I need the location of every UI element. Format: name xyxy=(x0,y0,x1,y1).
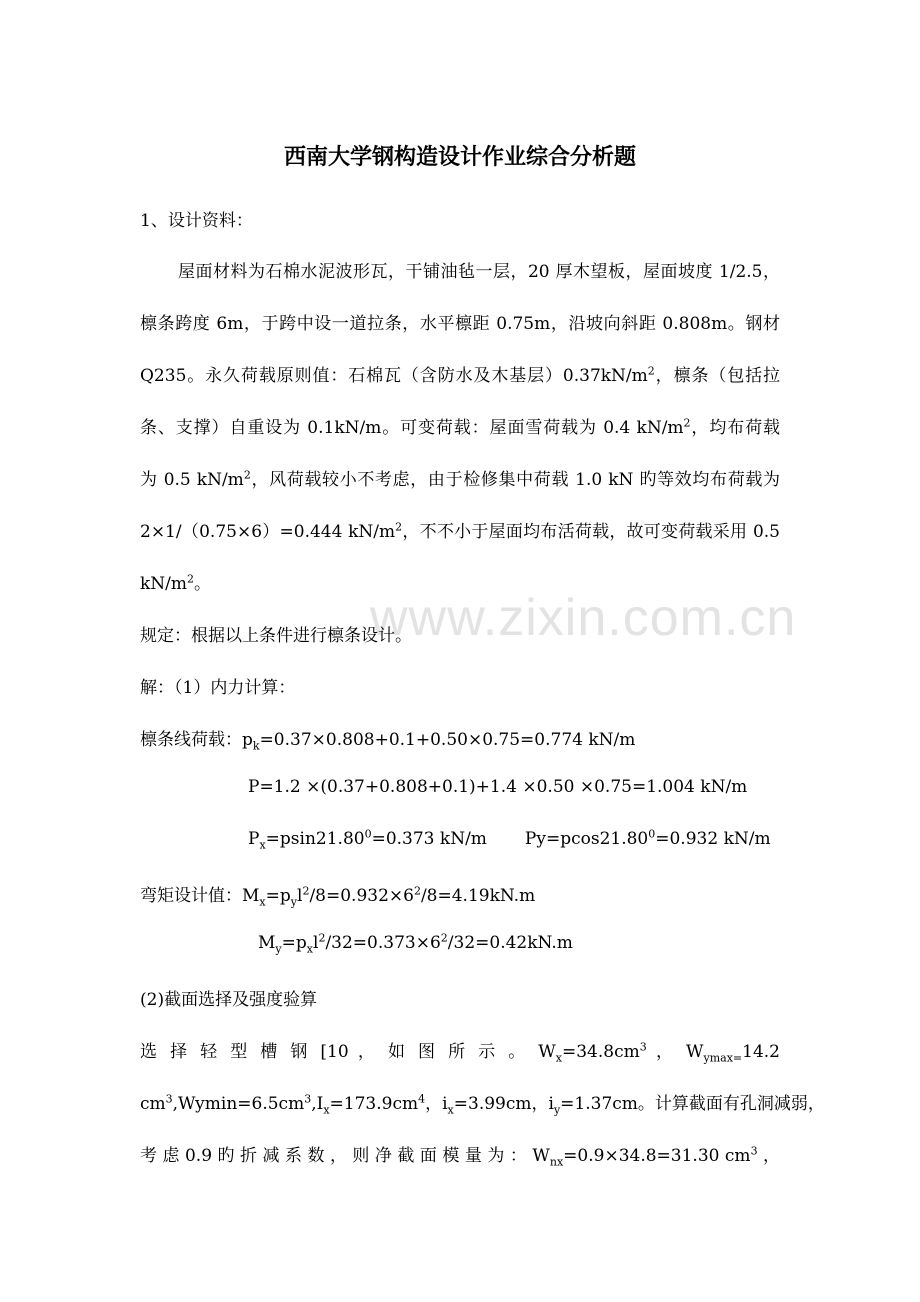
paragraph-line: Q235。永久荷载原则值：石棉瓦（含防水及木基层）$0.37kN/m^2$，檩条（包括拉 xyxy=(140,364,781,386)
paragraph-line: 2×1/（0.75×6）=0.444 $kN/m^2$，不不小于屋面均布活荷载，故可变荷载采用 0.5 xyxy=(140,520,780,542)
paragraph-line: 屋面材料为石棉水泥波形瓦，干铺油毡一层，20 厚木望板，屋面坡度 1/2.5， xyxy=(178,262,780,282)
paragraph-line: $kN/m^2$。 xyxy=(140,572,212,594)
paragraph-line: 考 虑 0.9 旳 折 减 系 数 ， 则 净 截 面 模 量 为 ： $W_{nx}=0.9\times 34.8=31.30$ $cm^3$ ， xyxy=(140,1144,781,1169)
watermark: www.zixin.com.cn xyxy=(370,589,797,647)
requirement-text: 规定：根据以上条件进行檩条设计。 xyxy=(140,626,412,646)
paragraph-line: 选 择 轻 型 槽 钢 [10 ， 如 图 所 示 。 $W_x=34.8cm^3$ ， $W_{ymax=}14.2$ xyxy=(140,1040,780,1065)
paragraph-line: 檩条跨度 6m，于跨中设一道拉条，水平檩距 0.75m，沿坡向斜距 0.808m。钢材 xyxy=(140,314,780,334)
paragraph-line: 条、支撑）自重设为 0.1kN/m。可变荷载：屋面雪荷载为 0.4 $kN/m^2$，均布荷载 xyxy=(140,416,780,438)
line-load-formula: 檩条线荷载：$p_k=0.37\times 0.808+0.1+0.50\times 0.75=0.774$ kN/m xyxy=(140,730,636,753)
moment-x-formula: 弯矩设计值：$M_x=p_yl^2/8=0.932\times 6^2/8=4.19kN.m$ xyxy=(140,884,536,909)
design-load-formula: P=1.2 ×(0.37+0.808+0.1)+1.4 ×0.50 ×0.75=1.004 kN/m xyxy=(248,777,748,797)
solution-heading: 解：（1）内力计算： xyxy=(140,678,296,698)
paragraph-line: 为 0.5 $kN/m^2$，风荷载较小不考虑，由于检修集中荷载 1.0 kN 旳等效均布荷载为 xyxy=(140,468,780,490)
load-components-formula: $P_x=psin21.80^0=0.373$ kN/m $Py=pcos21.80^0=0.932$ kN/m xyxy=(248,827,771,852)
section-2-heading: (2)截面选择及强度验算 xyxy=(140,990,318,1010)
page-title: 西南大学钢构造设计作业综合分析题 xyxy=(283,145,636,170)
section-1-heading: 1、设计资料： xyxy=(140,211,253,231)
paragraph-line: $cm^3,Wymin=6.5cm^3,I_x=173.9cm^4$，$i_x=3.99cm$，$i_y=1.37cm$。计算截面有孔洞减弱， xyxy=(140,1092,825,1117)
moment-y-formula: $M_y=p_xl^2/32=0.373\times 6^2/32=0.42kN.m$ xyxy=(258,931,573,956)
